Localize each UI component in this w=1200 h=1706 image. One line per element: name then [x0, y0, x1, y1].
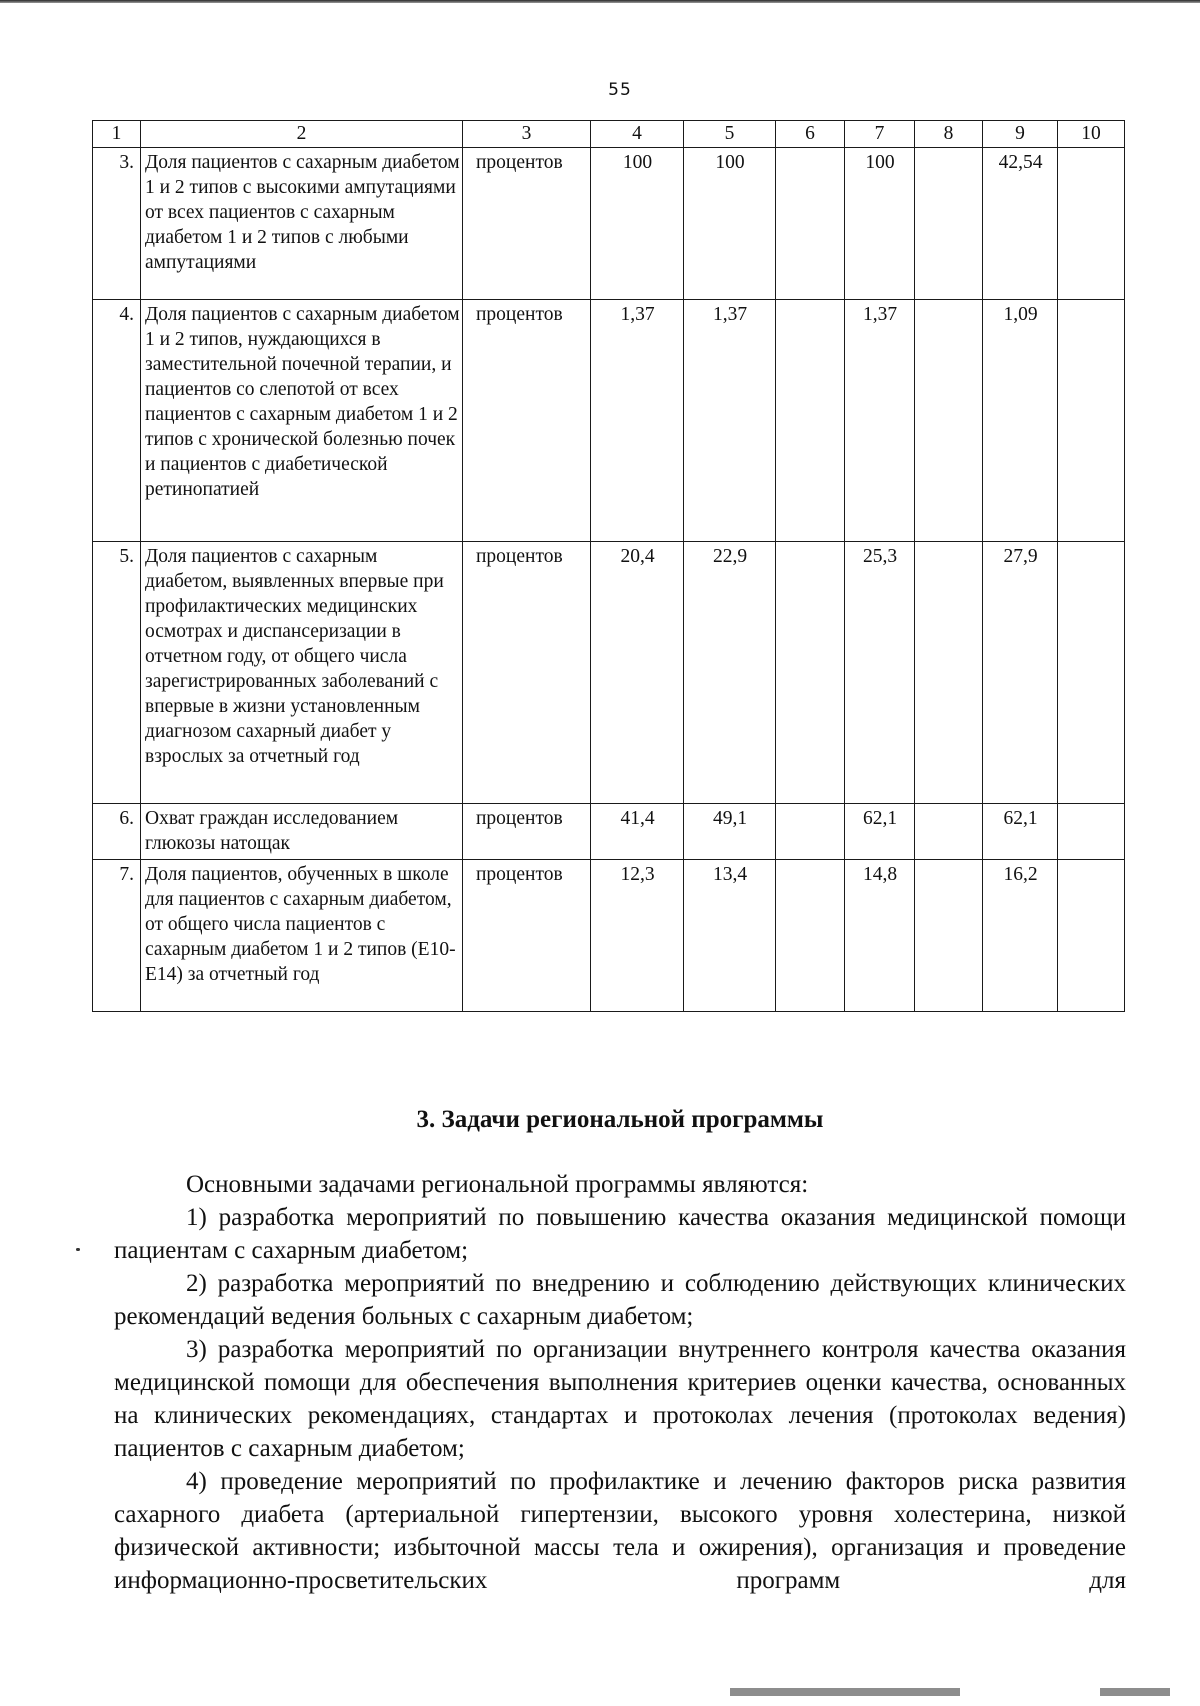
value-cell: 13,4 [684, 860, 776, 1012]
indicator-name: Охват граждан исследованием глюкозы натощак [141, 804, 463, 860]
paragraph: Основными задачами региональной программы являются: [186, 1171, 809, 1198]
value-cell: 1,09 [983, 300, 1058, 542]
scan-speck [76, 1248, 80, 1251]
value-cell: 62,1 [983, 804, 1058, 860]
table-row [93, 542, 1125, 804]
indicator-name: Доля пациентов с сахарным диабетом, выявленных впервые при профилактических медицинских осмотрах и диспансеризации в отчетном году, от общего числа зарегистрированных заболеваний с впервые в жизни установленным диагнозом сахарный диабет у взрослых за отчетный год [141, 542, 463, 804]
header-cell: 1 [93, 121, 141, 148]
header-cell: 6 [776, 121, 845, 148]
indicator-name: Доля пациентов, обученных в школе для пациентов с сахарным диабетом, от общего числа пациентов с сахарным диабетом 1 и 2 типов (Е10-Е14) за отчетный год [141, 860, 463, 1012]
value-cell [776, 860, 845, 1012]
value-cell: 49,1 [684, 804, 776, 860]
table-row [93, 860, 1125, 1012]
value-cell: 27,9 [983, 542, 1058, 804]
table-row [93, 300, 1125, 542]
header-cell: 9 [983, 121, 1058, 148]
indicators-table [92, 120, 1125, 1012]
value-cell: 1,37 [845, 300, 915, 542]
value-cell [1058, 148, 1125, 300]
value-cell: 1,37 [684, 300, 776, 542]
value-cell [776, 804, 845, 860]
value-cell: 1,37 [591, 300, 684, 542]
value-cell [915, 300, 983, 542]
value-cell: 25,3 [845, 542, 915, 804]
value-cell: 100 [684, 148, 776, 300]
value-cell: 41,4 [591, 804, 684, 860]
table-row [93, 804, 1125, 860]
unit-cell: процентов [463, 542, 591, 804]
scan-edge-bottom [1100, 1688, 1170, 1696]
scan-edge-top [0, 0, 1200, 3]
value-cell [1058, 300, 1125, 542]
value-cell [776, 300, 845, 542]
table-row [93, 148, 1125, 300]
unit-cell: процентов [463, 804, 591, 860]
scan-edge-bottom [730, 1688, 960, 1696]
header-cell: 8 [915, 121, 983, 148]
row-number: 7. [93, 860, 141, 1012]
value-cell [776, 148, 845, 300]
paragraph: 2) разработка мероприятий по внедрению и соблюдению действующих клинических рекомендаций ведения больных с сахарным диабетом; [114, 1270, 1126, 1330]
header-cell: 10 [1058, 121, 1125, 148]
value-cell [1058, 860, 1125, 1012]
unit-cell: процентов [463, 860, 591, 1012]
paragraph: 1) разработка мероприятий по повышению качества оказания медицинской помощи пациентам с сахарным диабетом; [114, 1204, 1126, 1264]
value-cell [915, 542, 983, 804]
header-cell: 3 [463, 121, 591, 148]
paragraph: 3) разработка мероприятий по организации внутреннего контроля качества оказания медицинской помощи для обеспечения выполнения критериев оценки качества, основанных на клинических рекомендациях, стандартах и протоколах лечения (протоколах ведения) пациентов с сахарным диабетом; [114, 1336, 1126, 1462]
paragraph: 4) проведение мероприятий по профилактике и лечению факторов риска развития сахарного диабета (артериальной гипертензии, высокого уровня холестерина, низкой физической активности; избыточной массы тела и ожирения), организация и проведение информационно-просветительских программ для [114, 1468, 1126, 1594]
header-cell: 4 [591, 121, 684, 148]
indicator-name: Доля пациентов с сахарным диабетом 1 и 2 типов, нуждающихся в заместительной почечной терапии, и пациентов со слепотой от всех пациентов с сахарным диабетом 1 и 2 типов с хронической болезнью почек и пациентов с диабетической ретинопатией [141, 300, 463, 542]
header-cell: 5 [684, 121, 776, 148]
value-cell: 42,54 [983, 148, 1058, 300]
value-cell [776, 542, 845, 804]
value-cell: 16,2 [983, 860, 1058, 1012]
value-cell: 12,3 [591, 860, 684, 1012]
value-cell: 100 [591, 148, 684, 300]
row-number: 5. [93, 542, 141, 804]
header-cell: 7 [845, 121, 915, 148]
header-cell: 2 [141, 121, 463, 148]
value-cell [915, 804, 983, 860]
section-body [114, 1168, 1126, 1597]
value-cell: 22,9 [684, 542, 776, 804]
page-number: 55 [608, 80, 632, 100]
unit-cell: процентов [463, 148, 591, 300]
value-cell [915, 860, 983, 1012]
value-cell [915, 148, 983, 300]
row-number: 6. [93, 804, 141, 860]
value-cell: 14,8 [845, 860, 915, 1012]
value-cell: 62,1 [845, 804, 915, 860]
value-cell: 20,4 [591, 542, 684, 804]
indicator-name: Доля пациентов с сахарным диабетом 1 и 2 типов с высокими ампутациями от всех пациентов с сахарным диабетом 1 и 2 типов с любыми ампутациями [141, 148, 463, 300]
row-number: 4. [93, 300, 141, 542]
value-cell [1058, 804, 1125, 860]
value-cell [1058, 542, 1125, 804]
section-title: 3. Задачи региональной программы [416, 1106, 824, 1133]
table-header-row [93, 121, 1125, 148]
row-number: 3. [93, 148, 141, 300]
value-cell: 100 [845, 148, 915, 300]
unit-cell: процентов [463, 300, 591, 542]
